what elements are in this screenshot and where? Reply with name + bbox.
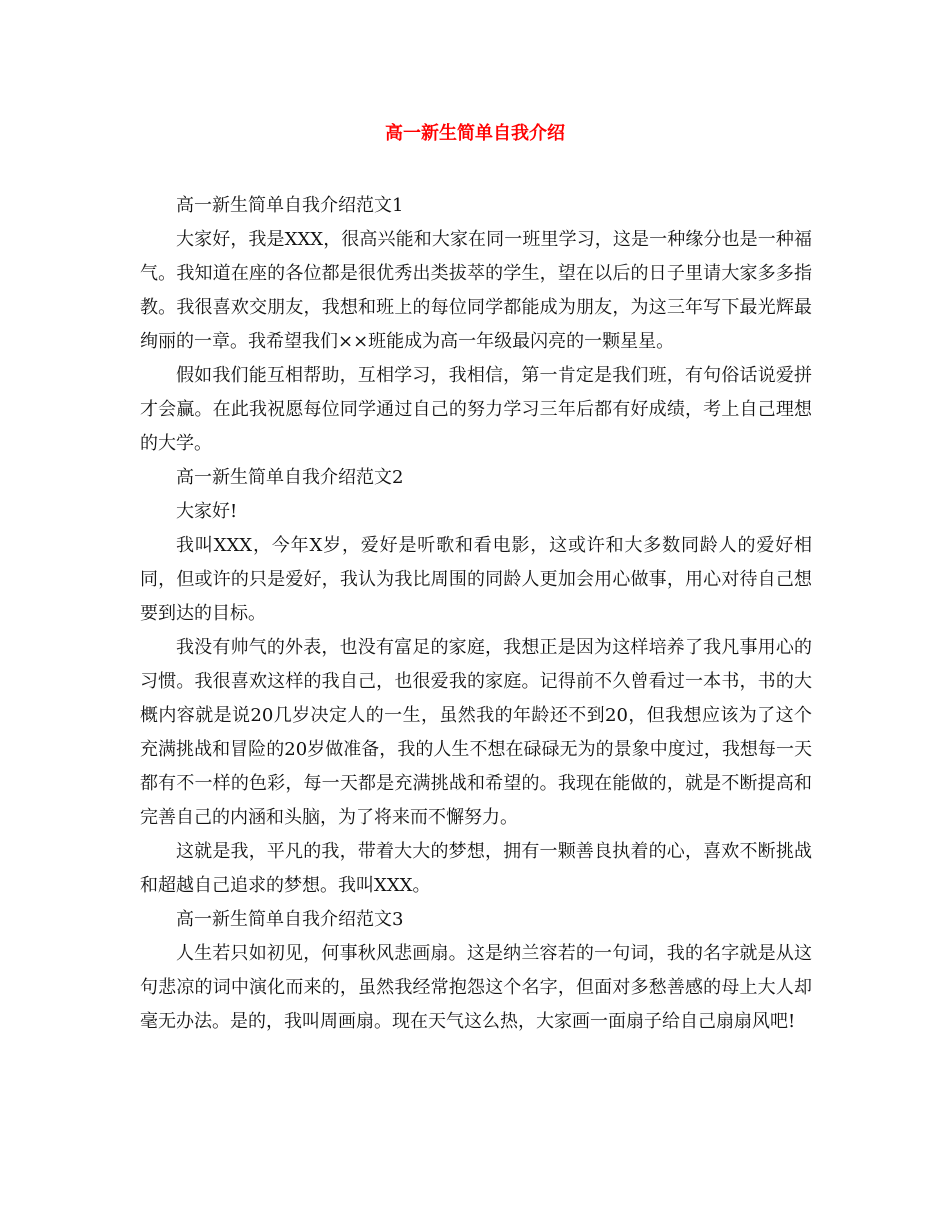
paragraph: 人生若只如初见，何事秋风悲画扇。这是纳兰容若的一句词，我的名字就是从这句悲凉的词中演化而来的，虽然我经常抱怨这个名字，但面对多愁善感的母上大人却毫无办法。是的，我叫周画扇。现在天气这么热，大家画一面扇子给自己扇扇风吧!: [140, 943, 812, 1032]
document-body: [140, 189, 812, 1039]
section-heading-2: 高一新生简单自我介绍范文2: [176, 467, 404, 488]
paragraph: 大家好，我是XXX，很高兴能和大家在同一班里学习，这是一种缘分也是一种福气。我知道在座的各位都是很优秀出类拔萃的学生，望在以后的日子里请大家多多指教。我很喜欢交朋友，我想和班上的每位同学都能成为朋友，为这三年写下最光辉最绚丽的一章。我希望我们××班能成为高一年级最闪亮的一颗星星。: [140, 229, 812, 352]
section-heading-1: 高一新生简单自我介绍范文1: [176, 195, 404, 216]
paragraph: 假如我们能互相帮助，互相学习，我相信，第一肯定是我们班，有句俗话说爱拼才会赢。在此我祝愿每位同学通过自己的努力学习三年后都有好成绩，考上自己理想的大学。: [140, 365, 812, 454]
document-title: 高一新生简单自我介绍: [385, 123, 565, 144]
paragraph: 这就是我，平凡的我，带着大大的梦想，拥有一颗善良执着的心，喜欢不断挑战和超越自己追求的梦想。我叫XXX。: [140, 841, 812, 896]
paragraph: 我没有帅气的外表，也没有富足的家庭，我想正是因为这样培养了我凡事用心的习惯。我很喜欢这样的我自己，也很爱我的家庭。记得前不久曾看过一本书，书的大概内容就是说20几岁决定人的一生，虽然我的年龄还不到20，但我想应该为了这个充满挑战和冒险的20岁做准备，我的人生不想在碌碌无为的景象中度过，我想每一天都有不一样的色彩，每一天都是充满挑战和希望的。我现在能做的，就是不断提高和完善自己的内涵和头脑，为了将来而不懈努力。: [140, 637, 812, 828]
paragraph: 我叫XXX，今年X岁，爱好是听歌和看电影，这或许和大多数同龄人的爱好相同，但或许的只是爱好，我认为我比周围的同龄人更加会用心做事，用心对待自己想要到达的目标。: [140, 535, 812, 624]
section-heading-3: 高一新生简单自我介绍范文3: [176, 909, 404, 930]
paragraph: 大家好!: [176, 501, 238, 522]
